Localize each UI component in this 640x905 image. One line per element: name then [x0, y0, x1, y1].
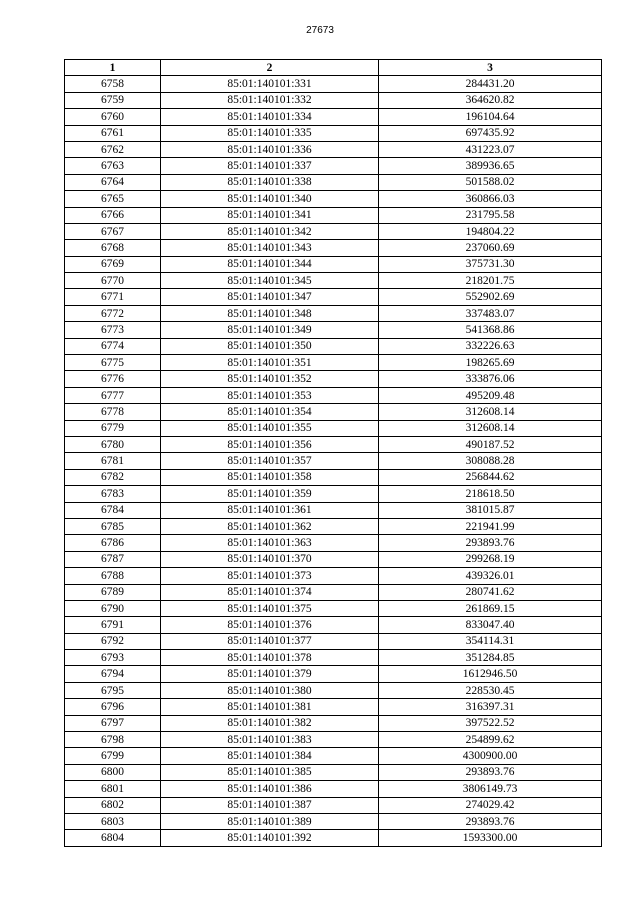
table-row	[65, 158, 602, 174]
cadastral-number-cell: 85:01:140101:349	[161, 322, 379, 338]
value-cell: 284431.20	[379, 76, 602, 92]
table-row	[65, 551, 602, 567]
row-number-cell: 6804	[65, 830, 161, 846]
cadastral-number-cell: 85:01:140101:384	[161, 748, 379, 764]
table-row	[65, 813, 602, 829]
row-number-cell: 6792	[65, 633, 161, 649]
table-row	[65, 830, 602, 846]
row-number-cell: 6779	[65, 420, 161, 436]
table-row	[65, 568, 602, 584]
value-cell: 198265.69	[379, 355, 602, 371]
value-cell: 552902.69	[379, 289, 602, 305]
row-number-cell: 6786	[65, 535, 161, 551]
cadastral-number-cell: 85:01:140101:344	[161, 256, 379, 272]
row-number-cell: 6776	[65, 371, 161, 387]
cadastral-number-cell: 85:01:140101:381	[161, 699, 379, 715]
cadastral-number-cell: 85:01:140101:382	[161, 715, 379, 731]
value-cell: 351284.85	[379, 650, 602, 666]
table-row	[65, 666, 602, 682]
column-header-2: 2	[161, 60, 379, 76]
cadastral-number-cell: 85:01:140101:354	[161, 404, 379, 420]
row-number-cell: 6764	[65, 174, 161, 190]
cadastral-number-cell: 85:01:140101:370	[161, 551, 379, 567]
table-row	[65, 453, 602, 469]
cadastral-number-cell: 85:01:140101:380	[161, 682, 379, 698]
table-row	[65, 748, 602, 764]
value-cell: 293893.76	[379, 813, 602, 829]
row-number-cell: 6790	[65, 600, 161, 616]
table-row	[65, 600, 602, 616]
table-row	[65, 76, 602, 92]
cadastral-number-cell: 85:01:140101:337	[161, 158, 379, 174]
value-cell: 312608.14	[379, 404, 602, 420]
table-row	[65, 289, 602, 305]
row-number-cell: 6800	[65, 764, 161, 780]
cadastral-number-cell: 85:01:140101:375	[161, 600, 379, 616]
cadastral-number-cell: 85:01:140101:358	[161, 469, 379, 485]
cadastral-number-cell: 85:01:140101:341	[161, 207, 379, 223]
cadastral-number-cell: 85:01:140101:345	[161, 273, 379, 289]
cadastral-number-cell: 85:01:140101:356	[161, 436, 379, 452]
value-cell: 3806149.73	[379, 781, 602, 797]
table-row	[65, 436, 602, 452]
table-row	[65, 256, 602, 272]
row-number-cell: 6767	[65, 223, 161, 239]
row-number-cell: 6765	[65, 191, 161, 207]
cadastral-number-cell: 85:01:140101:347	[161, 289, 379, 305]
cadastral-number-cell: 85:01:140101:353	[161, 387, 379, 403]
value-cell: 254899.62	[379, 732, 602, 748]
table-row	[65, 92, 602, 108]
value-cell: 1593300.00	[379, 830, 602, 846]
row-number-cell: 6794	[65, 666, 161, 682]
table-row	[65, 125, 602, 141]
table-body	[65, 76, 602, 846]
value-cell: 231795.58	[379, 207, 602, 223]
cadastral-number-cell: 85:01:140101:373	[161, 568, 379, 584]
cadastral-number-cell: 85:01:140101:392	[161, 830, 379, 846]
row-number-cell: 6759	[65, 92, 161, 108]
table-row	[65, 371, 602, 387]
value-cell: 293893.76	[379, 535, 602, 551]
value-cell: 337483.07	[379, 305, 602, 321]
table-row	[65, 682, 602, 698]
row-number-cell: 6803	[65, 813, 161, 829]
row-number-cell: 6796	[65, 699, 161, 715]
cadastral-number-cell: 85:01:140101:363	[161, 535, 379, 551]
value-cell: 354114.31	[379, 633, 602, 649]
row-number-cell: 6795	[65, 682, 161, 698]
table-row	[65, 322, 602, 338]
cadastral-number-cell: 85:01:140101:386	[161, 781, 379, 797]
value-cell: 541368.86	[379, 322, 602, 338]
table-row	[65, 699, 602, 715]
cadastral-number-cell: 85:01:140101:361	[161, 502, 379, 518]
row-number-cell: 6780	[65, 436, 161, 452]
row-number-cell: 6783	[65, 486, 161, 502]
row-number-cell: 6768	[65, 240, 161, 256]
cadastral-number-cell: 85:01:140101:351	[161, 355, 379, 371]
row-number-cell: 6769	[65, 256, 161, 272]
cadastral-number-cell: 85:01:140101:377	[161, 633, 379, 649]
table-row	[65, 764, 602, 780]
cadastral-number-cell: 85:01:140101:336	[161, 141, 379, 157]
value-cell: 218618.50	[379, 486, 602, 502]
row-number-cell: 6778	[65, 404, 161, 420]
row-number-cell: 6785	[65, 518, 161, 534]
row-number-cell: 6799	[65, 748, 161, 764]
cadastral-number-cell: 85:01:140101:374	[161, 584, 379, 600]
row-number-cell: 6787	[65, 551, 161, 567]
table-header-row	[65, 60, 602, 76]
value-cell: 194804.22	[379, 223, 602, 239]
table-row	[65, 305, 602, 321]
cadastral-number-cell: 85:01:140101:385	[161, 764, 379, 780]
cadastral-number-cell: 85:01:140101:357	[161, 453, 379, 469]
table-row	[65, 420, 602, 436]
value-cell: 221941.99	[379, 518, 602, 534]
value-cell: 697435.92	[379, 125, 602, 141]
row-number-cell: 6758	[65, 76, 161, 92]
value-cell: 375731.30	[379, 256, 602, 272]
table-row	[65, 584, 602, 600]
value-cell: 495209.48	[379, 387, 602, 403]
table-row	[65, 141, 602, 157]
value-cell: 332226.63	[379, 338, 602, 354]
table-row	[65, 355, 602, 371]
value-cell: 261869.15	[379, 600, 602, 616]
table-row	[65, 535, 602, 551]
row-number-cell: 6781	[65, 453, 161, 469]
value-cell: 397522.52	[379, 715, 602, 731]
cadastral-number-cell: 85:01:140101:335	[161, 125, 379, 141]
column-header-1: 1	[65, 60, 161, 76]
row-number-cell: 6770	[65, 273, 161, 289]
page-number: 27673	[306, 25, 334, 36]
value-cell: 501588.02	[379, 174, 602, 190]
cadastral-number-cell: 85:01:140101:348	[161, 305, 379, 321]
value-cell: 381015.87	[379, 502, 602, 518]
cadastral-number-cell: 85:01:140101:340	[161, 191, 379, 207]
value-cell: 293893.76	[379, 764, 602, 780]
cadastral-number-cell: 85:01:140101:338	[161, 174, 379, 190]
value-cell: 833047.40	[379, 617, 602, 633]
table-row	[65, 338, 602, 354]
value-cell: 490187.52	[379, 436, 602, 452]
table-row	[65, 486, 602, 502]
value-cell: 308088.28	[379, 453, 602, 469]
table-row	[65, 109, 602, 125]
cadastral-number-cell: 85:01:140101:362	[161, 518, 379, 534]
table-row	[65, 502, 602, 518]
row-number-cell: 6772	[65, 305, 161, 321]
value-cell: 364620.82	[379, 92, 602, 108]
row-number-cell: 6793	[65, 650, 161, 666]
column-header-3: 3	[379, 60, 602, 76]
row-number-cell: 6762	[65, 141, 161, 157]
cadastral-number-cell: 85:01:140101:383	[161, 732, 379, 748]
row-number-cell: 6761	[65, 125, 161, 141]
table-row	[65, 650, 602, 666]
cadastral-number-cell: 85:01:140101:389	[161, 813, 379, 829]
value-cell: 439326.01	[379, 568, 602, 584]
table-row	[65, 387, 602, 403]
value-cell: 274029.42	[379, 797, 602, 813]
value-cell: 280741.62	[379, 584, 602, 600]
table-row	[65, 469, 602, 485]
table-row	[65, 207, 602, 223]
row-number-cell: 6760	[65, 109, 161, 125]
row-number-cell: 6766	[65, 207, 161, 223]
value-cell: 228530.45	[379, 682, 602, 698]
cadastral-number-cell: 85:01:140101:378	[161, 650, 379, 666]
value-cell: 1612946.50	[379, 666, 602, 682]
table-row	[65, 223, 602, 239]
row-number-cell: 6784	[65, 502, 161, 518]
table-row	[65, 273, 602, 289]
row-number-cell: 6782	[65, 469, 161, 485]
cadastral-number-cell: 85:01:140101:343	[161, 240, 379, 256]
value-cell: 256844.62	[379, 469, 602, 485]
row-number-cell: 6798	[65, 732, 161, 748]
row-number-cell: 6771	[65, 289, 161, 305]
value-cell: 218201.75	[379, 273, 602, 289]
table-row	[65, 240, 602, 256]
value-cell: 431223.07	[379, 141, 602, 157]
row-number-cell: 6763	[65, 158, 161, 174]
cadastral-number-cell: 85:01:140101:342	[161, 223, 379, 239]
value-cell: 312608.14	[379, 420, 602, 436]
row-number-cell: 6802	[65, 797, 161, 813]
cadastral-number-cell: 85:01:140101:350	[161, 338, 379, 354]
row-number-cell: 6791	[65, 617, 161, 633]
value-cell: 333876.06	[379, 371, 602, 387]
table-row	[65, 174, 602, 190]
cadastral-number-cell: 85:01:140101:359	[161, 486, 379, 502]
value-cell: 389936.65	[379, 158, 602, 174]
value-cell: 316397.31	[379, 699, 602, 715]
cadastral-number-cell: 85:01:140101:387	[161, 797, 379, 813]
table-row	[65, 633, 602, 649]
value-cell: 299268.19	[379, 551, 602, 567]
row-number-cell: 6788	[65, 568, 161, 584]
table-row	[65, 518, 602, 534]
value-cell: 4300900.00	[379, 748, 602, 764]
row-number-cell: 6773	[65, 322, 161, 338]
row-number-cell: 6777	[65, 387, 161, 403]
row-number-cell: 6774	[65, 338, 161, 354]
cadastral-number-cell: 85:01:140101:379	[161, 666, 379, 682]
cadastral-number-cell: 85:01:140101:355	[161, 420, 379, 436]
cadastral-number-cell: 85:01:140101:331	[161, 76, 379, 92]
table-row	[65, 404, 602, 420]
cadastral-number-cell: 85:01:140101:332	[161, 92, 379, 108]
cadastral-number-cell: 85:01:140101:352	[161, 371, 379, 387]
table-row	[65, 732, 602, 748]
row-number-cell: 6789	[65, 584, 161, 600]
value-cell: 360866.03	[379, 191, 602, 207]
row-number-cell: 6775	[65, 355, 161, 371]
cadastral-number-cell: 85:01:140101:334	[161, 109, 379, 125]
table-row	[65, 781, 602, 797]
table-row	[65, 715, 602, 731]
table-row	[65, 617, 602, 633]
table-row	[65, 797, 602, 813]
table-row	[65, 191, 602, 207]
value-cell: 196104.64	[379, 109, 602, 125]
value-cell: 237060.69	[379, 240, 602, 256]
cadastral-number-cell: 85:01:140101:376	[161, 617, 379, 633]
row-number-cell: 6797	[65, 715, 161, 731]
row-number-cell: 6801	[65, 781, 161, 797]
cadastral-table	[64, 59, 602, 847]
